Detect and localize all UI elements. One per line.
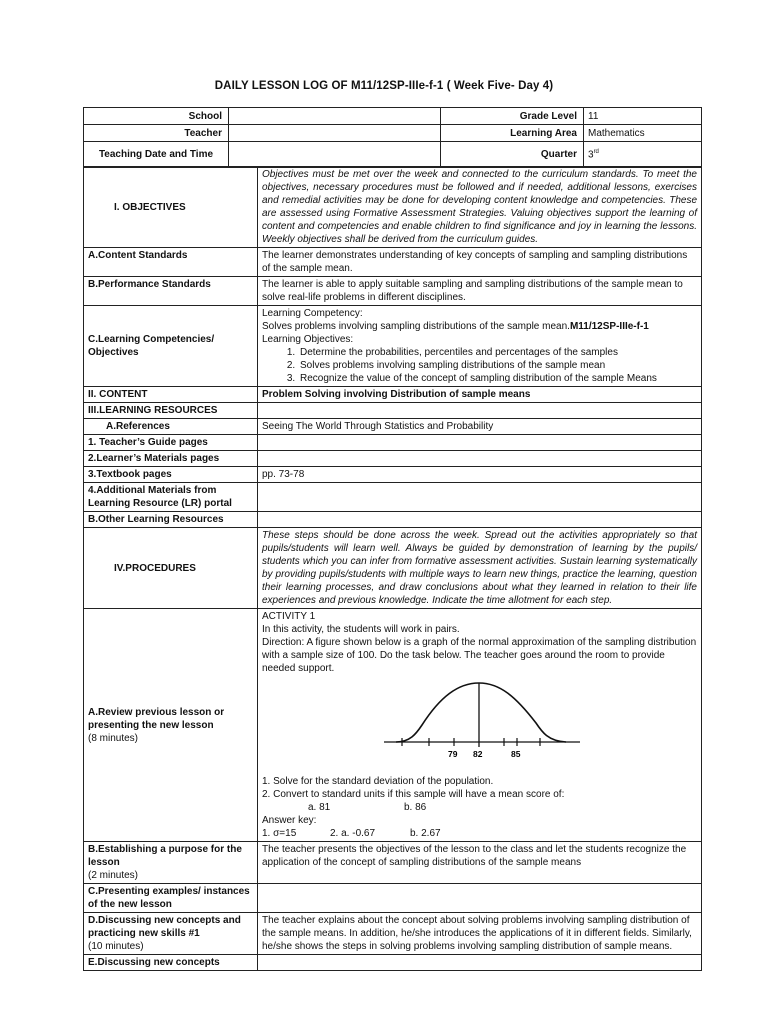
document-title: DAILY LESSON LOG OF M11/12SP-IIIe-f-1 ( Week Five- Day 4): [214, 80, 554, 92]
objectives-label: I. OBJECTIVES: [84, 167, 258, 248]
teacher-label: Teacher: [84, 125, 229, 142]
procedures-label: IV.PROCEDURES: [84, 528, 258, 609]
performance-standards-row: [84, 277, 702, 306]
grade-value: 11: [584, 108, 702, 125]
discussing2-label: E.Discussing new concepts: [84, 955, 258, 971]
answer-2b: b. 2.67: [410, 828, 441, 839]
objectives-row: [84, 167, 702, 248]
answer-2a: 2. a. -0.67: [330, 828, 376, 839]
date-label: Teaching Date and Time: [84, 142, 229, 168]
lc-code: M11/12SP-IIIe-f-1: [569, 321, 649, 332]
textbook-label: 3.Textbook pages: [84, 467, 258, 483]
discussing1-minutes: (10 minutes): [88, 941, 144, 952]
quarter-number: 3: [588, 149, 594, 161]
content-label: II. CONTENT: [84, 387, 258, 403]
option-a: a. 81: [308, 802, 331, 813]
review-row: [84, 609, 702, 842]
references-text: Seeing The World Through Statistics and Probability: [258, 419, 702, 435]
grade-label: Grade Level: [441, 108, 584, 125]
review-label: A.Review previous lesson or presenting the new lesson: [88, 706, 225, 731]
review-label-cell: [84, 609, 258, 842]
purpose-minutes: (2 minutes): [88, 870, 139, 881]
discussing2-text: [258, 955, 702, 971]
quarter-label: Quarter: [441, 142, 584, 168]
lm-label: 2.Learner’s Materials pages: [84, 451, 258, 467]
lm-row: [84, 451, 702, 467]
objectives-note: Objectives must be met over the week and connected to the curriculum standards. To meet the objectives, necessary procedures must be followed and if needed, additional lessons, exercises and remedial activities may be done for developing content knowledge and competencies. These are assessed using Formative Assessment Strategies. Valuing objectives support the learning of content and competencies and enable children to find significance and joy in learning the lessons. Weekly objectives shall be derived from the curriculum guides.: [258, 167, 702, 248]
date-value: [229, 142, 441, 168]
header-row-date: [84, 142, 702, 168]
examples-label: C.Presenting examples/ instances of the new lesson: [84, 884, 258, 913]
content-standards-row: [84, 248, 702, 277]
purpose-row: [84, 842, 702, 884]
area-label: Learning Area: [441, 125, 584, 142]
header-table: [83, 107, 702, 168]
lc-heading: Learning Competency:: [262, 308, 363, 319]
tg-label: 1. Teacher’s Guide pages: [84, 435, 258, 451]
content-text: Problem Solving involving Distribution of sample means: [258, 387, 702, 403]
examples-text: [258, 884, 702, 913]
references-label: A.References: [84, 419, 258, 435]
discussing1-label-cell: [84, 913, 258, 955]
tg-text: [258, 435, 702, 451]
procedures-note: These steps should be done across the week. Spread out the activities appropriately so that pupils/students will learn well. Always be guided by demonstration of learning by the pupils/ students which you can infer from formative assessment activities. Sustain learning systematically by providing pupils/students with multiple ways to learn new things, practice the learning, question their learning processes, and draw conclusions about what they learned in relation to their life experiences and previous knowledge. Indicate the time allotment for each step.: [258, 528, 702, 609]
normal-curve-graph: [382, 679, 592, 775]
activity-line1: In this activity, the students will work in pairs.: [262, 624, 460, 635]
header-row-school: [84, 108, 702, 125]
task-2: 2. Convert to standard units if this sample will have a mean score of:: [262, 789, 565, 800]
quarter-suffix: rd: [593, 148, 599, 155]
purpose-text: The teacher presents the objectives of the lesson to the class and let the students recognize the application of the concept of sampling distributions of the sample means: [258, 842, 702, 884]
lc-text-block: [262, 320, 697, 333]
objective-item: 1. Determine the probabilities, percentiles and percentages of the samples: [298, 346, 697, 359]
school-label: School: [84, 108, 229, 125]
purpose-label-cell: [84, 842, 258, 884]
discussing2-row: [84, 955, 702, 971]
answer-key-values: [262, 827, 697, 840]
discussing1-row: [84, 913, 702, 955]
school-value: [229, 108, 441, 125]
purpose-label: B.Establishing a purpose for the lesson: [88, 844, 242, 868]
task-1: 1. Solve for the standard deviation of the population.: [262, 776, 494, 787]
teacher-value: [229, 125, 441, 142]
content-standards-text: The learner demonstrates understanding of key concepts of sampling and sampling distributions of the sample mean.: [258, 248, 702, 277]
other-resources-row: [84, 512, 702, 528]
competencies-cell: [258, 306, 702, 387]
textbook-text: pp. 73-78: [258, 467, 702, 483]
performance-standards-text: The learner is able to apply suitable sampling and sampling distributions of the sample mean to solve real-life problems in different disciplines.: [258, 277, 702, 306]
resources-row: [84, 403, 702, 419]
header-row-teacher: [84, 125, 702, 142]
competencies-label: C.Learning Competencies/ Objectives: [84, 306, 258, 387]
other-resources-label: B.Other Learning Resources: [84, 512, 258, 528]
performance-standards-label: B.Performance Standards: [84, 277, 258, 306]
objective-item: 3. Recognize the value of the concept of sampling distribution of the sample Means: [298, 372, 697, 385]
answer-1: 1. σ=15: [262, 828, 297, 839]
tick-label-79: 79: [448, 749, 458, 759]
additional-materials-row: [84, 483, 702, 512]
lesson-table: [83, 166, 702, 971]
tg-row: [84, 435, 702, 451]
resources-label: III.LEARNING RESOURCES: [84, 403, 258, 419]
lm-text: [258, 451, 702, 467]
tick-label-82: 82: [473, 749, 483, 759]
tick-label-85: 85: [511, 749, 521, 759]
objective-item: 2. Solves problems involving sampling distributions of the sample mean: [298, 359, 697, 372]
discussing1-label: D.Discussing new concepts and practicing new skills #1: [88, 915, 241, 939]
additional-materials-label: 4.Additional Materials from Learning Resource (LR) portal: [84, 483, 258, 512]
textbook-row: [84, 467, 702, 483]
content-standards-label: A.Content Standards: [84, 248, 258, 277]
activity-direction: Direction: A figure shown below is a graph of the normal approximation of the sampling distribution with a sample size of 100. Do the task below. The teacher goes around the room to provide needed support.: [262, 637, 697, 674]
activity-title: ACTIVITY 1: [262, 611, 316, 622]
lc-text: Solves problems involving sampling distributions of the sample mean.: [262, 321, 570, 332]
option-b: b. 86: [404, 802, 427, 813]
bell-curve: [396, 683, 566, 742]
discussing1-text: The teacher explains about the concept about solving problems involving sampling distribution of the sample means. In addition, he/she introduces the applications of it in different fields. Similarly, he/she shows the steps in solving problems involving sampling distribution of sample means.: [258, 913, 702, 955]
task-options: [262, 801, 697, 814]
area-value: Mathematics: [584, 125, 702, 142]
lo-heading: Learning Objectives:: [262, 334, 354, 345]
review-cell: [258, 609, 702, 842]
content-row: [84, 387, 702, 403]
competencies-row: [84, 306, 702, 387]
additional-materials-text: [258, 483, 702, 512]
references-row: [84, 419, 702, 435]
procedures-row: [84, 528, 702, 609]
review-minutes: (8 minutes): [88, 732, 139, 744]
quarter-value: [584, 142, 702, 168]
examples-row: [84, 884, 702, 913]
other-resources-text: [258, 512, 702, 528]
answer-key-heading: Answer key:: [262, 815, 317, 826]
resources-empty: [258, 403, 702, 419]
objectives-list: [262, 346, 697, 385]
normal-curve-figure: [262, 675, 697, 775]
